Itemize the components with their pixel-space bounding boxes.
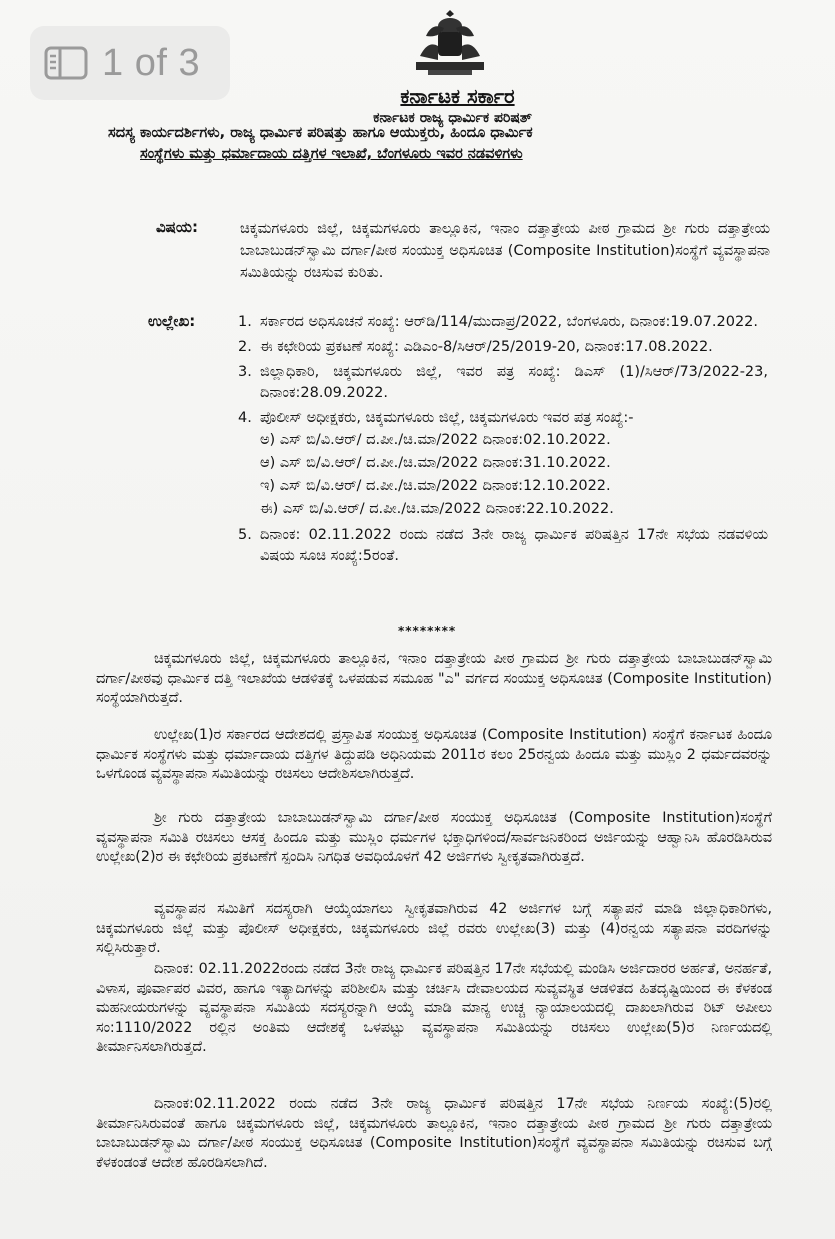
reference-number: 5.: [238, 527, 252, 543]
reference-number: 3.: [238, 364, 252, 380]
sub-reference-item: ಈ) ಎಸ್ ಬಿ/ವಿ.ಆರ್/ ದ.ಪೀ./ಚಿ.ಮಾ/2022 ದಿನಾಂಕ:22.10.2022.: [260, 501, 614, 517]
reference-item: [238, 408, 768, 521]
reference-number: 1.: [238, 314, 252, 330]
police-letters-list: [260, 429, 768, 521]
body-paragraph: ವ್ಯವಸ್ಥಾಪನ ಸಮಿತಿಗೆ ಸದಸ್ಯರಾಗಿ ಆಯ್ಕೆಯಾಗಲು ಸ್ವೀಕೃತವಾಗಿರುವ 42 ಅರ್ಜಿಗಳ ಬಗ್ಗೆ ಸತ್ಯಾಪನೆ ಮಾಡಿ ಜಿಲ್ಲಾಧಿಕಾರಿಗಳು, ಚಿಕ್ಕಮಗಳೂರು ಜಿಲ್ಲೆ ಮತ್ತು ಪೊಲೀಸ್ ಅಧೀಕ್ಷಕರು, ಚಿಕ್ಕಮಗಳೂರು ಜಿಲ್ಲೆ ರವರು ಉಲ್ಲೇಖ(3) ಮತ್ತು (4)ರನ್ವಯ ಸತ್ಯಾಪನಾ ವರದಿಗಳನ್ನು ಸಲ್ಲಿಸಿರುತ್ತಾರೆ.: [96, 901, 772, 957]
reference-text: ಈ ಕಛೇರಿಯ ಪ್ರಕಟಣೆ ಸಂಖ್ಯೆ: ಎಡಿಎಂ-8/ಸಿಆರ್/25/2019-20, ದಿನಾಂಕ:17.08.2022.: [260, 339, 713, 355]
sub-reference-item: ಅ) ಎಸ್ ಬಿ/ವಿ.ಆರ್/ ದ.ಪೀ./ಚಿ.ಮಾ/2022 ದಿನಾಂಕ:02.10.2022.: [260, 432, 611, 448]
karnataka-emblem-icon: [400, 6, 500, 78]
body-paragraph: ದಿನಾಂಕ: 02.11.2022ರಂದು ನಡೆದ 3ನೇ ರಾಜ್ಯ ಧಾರ್ಮಿಕ ಪರಿಷತ್ತಿನ 17ನೇ ಸಭೆಯಲ್ಲಿ ಮಂಡಿಸಿ ಅರ್ಜಿದಾರರ ಅರ್ಹತೆ, ಅನರ್ಹತೆ, ವಿಳಾಸ, ಪೂರ್ವಾಪರ ವಿವರ, ಹಾಗೂ ಇತ್ಯಾದಿಗಳನ್ನು ಪರಿಶೀಲಿಸಿ ಮತ್ತು ಚರ್ಚಿಸಿ ದೇವಾಲಯದ ಸುವ್ಯವಸ್ಥಿತ ಆಡಳಿತದ ಹಿತದೃಷ್ಟಿಯಿಂದ ಈ ಕೆಳಕಂಡ ಮಹನೀಯರುಗಳನ್ನು ವ್ಯವಸ್ಥಾಪನಾ ಸಮಿತಿಯ ಸದಸ್ಯರನ್ನಾಗಿ ಆಯ್ಕೆ ಮಾಡಿ ಮಾನ್ಯ ಉಚ್ಚ ನ್ಯಾಯಾಲಯದಲ್ಲಿ ದಾಖಲಾಗಿರುವ ರಿಟ್ ಅಪೀಲು ಸಂ:1110/2022 ರಲ್ಲಿನ ಅಂತಿಮ ಆದೇಶಕ್ಕೆ ಒಳಪಟ್ಟು ವ್ಯವಸ್ಥಾಪನಾ ಸಮಿತಿಯನ್ನು ರಚಿಸಲು ಉಲ್ಲೇಖ(5)ರ ನಿರ್ಣಯದಲ್ಲಿ ತೀರ್ಮಾನಿಸಲಾಗಿರುತ್ತದೆ.: [96, 961, 772, 1056]
sub-reference-item: ಆ) ಎಸ್ ಬಿ/ವಿ.ಆರ್/ ದ.ಪೀ./ಚಿ.ಮಾ/2022 ದಿನಾಂಕ:31.10.2022.: [260, 455, 611, 471]
reference-text-with-subitems: [260, 408, 768, 521]
council-title: ಕರ್ನಾಟಕ ರಾಜ್ಯ ಧಾರ್ಮಿಕ ಪರಿಷತ್: [373, 110, 532, 126]
reference-text: ಜಿಲ್ಲಾಧಿಕಾರಿ, ಚಿಕ್ಕಮಗಳೂರು ಜಿಲ್ಲೆ, ಇವರ ಪತ್ರ ಸಂಖ್ಯೆ: ಡಿಎಸ್ (1)/ಸಿಆರ್/73/2022-23, ದಿನಾಂಕ:28.09.2022.: [260, 364, 768, 401]
proceedings-line-1: ಸದಸ್ಯ ಕಾರ್ಯದರ್ಶಿಗಳು, ರಾಜ್ಯ ಧಾರ್ಮಿಕ ಪರಿಷತ್ತು ಹಾಗೂ ಆಯುಕ್ತರು, ಹಿಂದೂ ಧಾರ್ಮಿಕ: [108, 125, 533, 141]
reference-item: [238, 312, 768, 333]
reference-number: 4.: [238, 410, 252, 426]
references-label: ಉಲ್ಲೇಖ:: [148, 312, 196, 330]
document-pages-icon: [44, 46, 88, 80]
reference-item: [238, 362, 768, 404]
government-title: ಕರ್ನಾಟಕ ಸರ್ಕಾರ: [400, 84, 515, 108]
reference-text: ದಿನಾಂಕ: 02.11.2022 ರಂದು ನಡೆದ 3ನೇ ರಾಜ್ಯ ಧಾರ್ಮಿಕ ಪರಿಷತ್ತಿನ 17ನೇ ಸಭೆಯ ನಡವಳಿಯ ವಿಷಯ ಸೂಚಿ ಸಂಖ್ಯೆ:5ರಂತೆ.: [260, 527, 768, 564]
references-list: [238, 312, 768, 571]
subject-text: ಚಿಕ್ಕಮಗಳೂರು ಜಿಲ್ಲೆ, ಚಿಕ್ಕಮಗಳೂರು ತಾಲ್ಲೂಕಿನ, ಇನಾಂ ದತ್ತಾತ್ರೇಯ ಪೀಠ ಗ್ರಾಮದ ಶ್ರೀ ಗುರು ದತ್ತಾತ್ರೇಯ ಬಾಬಾಬುಡನ್‌ಸ್ವಾಮಿ ದರ್ಗಾ/ಪೀಠ ಸಂಯುಕ್ತ ಅಧಿಸೂಚಿತ (Composite Institution)ಸಂಸ್ಥೆಗೆ ವ್ಯವಸ್ಥಾಪನಾ ಸಮಿತಿಯನ್ನು ರಚಿಸುವ ಕುರಿತು.: [240, 221, 770, 281]
subject-label: ವಿಷಯ:: [156, 218, 198, 236]
page-counter-text: 1 of 3: [102, 41, 201, 84]
reference-item: [238, 525, 768, 567]
body-paragraph: ಶ್ರೀ ಗುರು ದತ್ತಾತ್ರೇಯ ಬಾಬಾಬುಡನ್‌ಸ್ವಾಮಿ ದರ್ಗಾ/ಪೀಠ ಸಂಯುಕ್ತ ಅಧಿಸೂಚಿತ (Composite Institution)ಸಂಸ್ಥೆಗೆ ವ್ಯವಸ್ಥಾಪನಾ ಸಮಿತಿ ರಚಿಸಲು ಆಸಕ್ತ ಹಿಂದೂ ಮತ್ತು ಮುಸ್ಲಿಂ ಧರ್ಮಗಳ ಭಕ್ತಾಧಿಗಳಿಂದ/ಸಾರ್ವಜನಿಕರಿಂದ ಅರ್ಜಿಯನ್ನು ಆಹ್ವಾನಿಸಿ ಹೊರಡಿಸಿರುವ ಉಲ್ಲೇಖ(2)ರ ಈ ಕಛೇರಿಯ ಪ್ರಕಟಣೆಗೆ ಸ್ಪಂದಿಸಿ ನಿಗಧಿತ ಅವಧಿಯೊಳಗೆ 42 ಅರ್ಜಿಗಳು ಸ್ವೀಕೃತವಾಗಿರುತ್ತದೆ.: [96, 810, 772, 866]
body-paragraph: ದಿನಾಂಕ:02.11.2022 ರಂದು ನಡೆದ 3ನೇ ರಾಜ್ಯ ಧಾರ್ಮಿಕ ಪರಿಷತ್ತಿನ 17ನೇ ಸಭೆಯ ನಿರ್ಣಯ ಸಂಖ್ಯೆ:(5)ರಲ್ಲಿ ತೀರ್ಮಾನಿಸಿರುವಂತೆ ಹಾಗೂ ಚಿಕ್ಕಮಗಳೂರು ಜಿಲ್ಲೆ, ಚಿಕ್ಕಮಗಳೂರು ತಾಲ್ಲೂಕಿನ, ಇನಾಂ ದತ್ತಾತ್ರೇಯ ಪೀಠ ಗ್ರಾಮದ ಶ್ರೀ ಗುರು ದತ್ತಾತ್ರೇಯ ಬಾಬಾಬುಡನ್‌ಸ್ವಾಮಿ ದರ್ಗಾ/ಪೀಠ ಸಂಯುಕ್ತ ಅಧಿಸೂಚಿತ (Composite Institution)ಸಂಸ್ಥೆಗೆ ವ್ಯವಸ್ಥಾಪನಾ ಸಮಿತಿಯನ್ನು ರಚಿಸುವ ಬಗ್ಗೆ ಕೆಳಕಂಡಂತೆ ಆದೇಶ ಹೊರಡಿಸಲಾಗಿದೆ.: [96, 1096, 772, 1171]
section-separator: ********: [398, 624, 457, 638]
body-paragraph: ಉಲ್ಲೇಖ(1)ರ ಸರ್ಕಾರದ ಆದೇಶದಲ್ಲಿ ಪ್ರಸ್ತಾಪಿತ ಸಂಯುಕ್ತ ಅಧಿಸೂಚಿತ (Composite Institution) ಸಂಸ್ಥೆಗೆ ಕರ್ನಾಟಕ ಹಿಂದೂ ಧಾರ್ಮಿಕ ಸಂಸ್ಥೆಗಳು ಮತ್ತು ಧರ್ಮಾದಾಯ ದತ್ತಿಗಳ ತಿದ್ದುಪಡಿ ಅಧಿನಿಯಮ 2011ರ ಕಲಂ 25ರನ್ವಯ ಹಿಂದೂ ಮತ್ತು ಮುಸ್ಲಿಂ 2 ಧರ್ಮದವರನ್ನು ಒಳಗೊಂಡ ವ್ಯವಸ್ಥಾಪನಾ ಸಮಿತಿಯನ್ನು ರಚಿಸಲು ಆದೇಶಿಸಲಾಗಿರುತ್ತದೆ.: [96, 727, 772, 783]
body-paragraph: ಚಿಕ್ಕಮಗಳೂರು ಜಿಲ್ಲೆ, ಚಿಕ್ಕಮಗಳೂರು ತಾಲ್ಲೂಕಿನ, ಇನಾಂ ದತ್ತಾತ್ರೇಯ ಪೀಠ ಗ್ರಾಮದ ಶ್ರೀ ಗುರು ದತ್ತಾತ್ರೇಯ ಬಾಬಾಬುಡನ್‌ಸ್ವಾಮಿ ದರ್ಗಾ/ಪೀಠವು ಧಾರ್ಮಿಕ ದತ್ತಿ ಇಲಾಖೆಯ ಆಡಳಿತಕ್ಕೆ ಒಳಪಡುವ ಸಮೂಹ "ಎ" ವರ್ಗದ ಸಂಯುಕ್ತ ಅಧಿಸೂಚಿತ (Composite Institution) ಸಂಸ್ಥೆಯಾಗಿರುತ್ತದೆ.: [96, 651, 772, 707]
sub-reference-item: ಇ) ಎಸ್ ಬಿ/ವಿ.ಆರ್/ ದ.ಪೀ./ಚಿ.ಮಾ/2022 ದಿನಾಂಕ:12.10.2022.: [260, 478, 611, 494]
proceedings-line-2: ಸಂಸ್ಥೆಗಳು ಮತ್ತು ಧರ್ಮಾದಾಯ ದತ್ತಿಗಳ ಇಲಾಖೆ, ಬೆಂಗಳೂರು ಇವರ ನಡವಳಿಗಳು: [140, 146, 523, 162]
reference-number: 2.: [238, 339, 252, 355]
reference-text: ಸರ್ಕಾರದ ಅಧಿಸೂಚನೆ ಸಂಖ್ಯೆ: ಆರ್‌ಡಿ/114/ಮುದಾಪ್ರ/2022, ಬೆಂಗಳೂರು, ದಿನಾಂಕ:19.07.2022.: [260, 314, 759, 330]
reference-text: ಪೊಲೀಸ್ ಅಧೀಕ್ಷಕರು, ಚಿಕ್ಕಮಗಳೂರು ಜಿಲ್ಲೆ, ಚಿಕ್ಕಮಗಳೂರು ಇವರ ಪತ್ರ ಸಂಖ್ಯೆ:-: [260, 410, 634, 426]
reference-item: [238, 337, 768, 358]
